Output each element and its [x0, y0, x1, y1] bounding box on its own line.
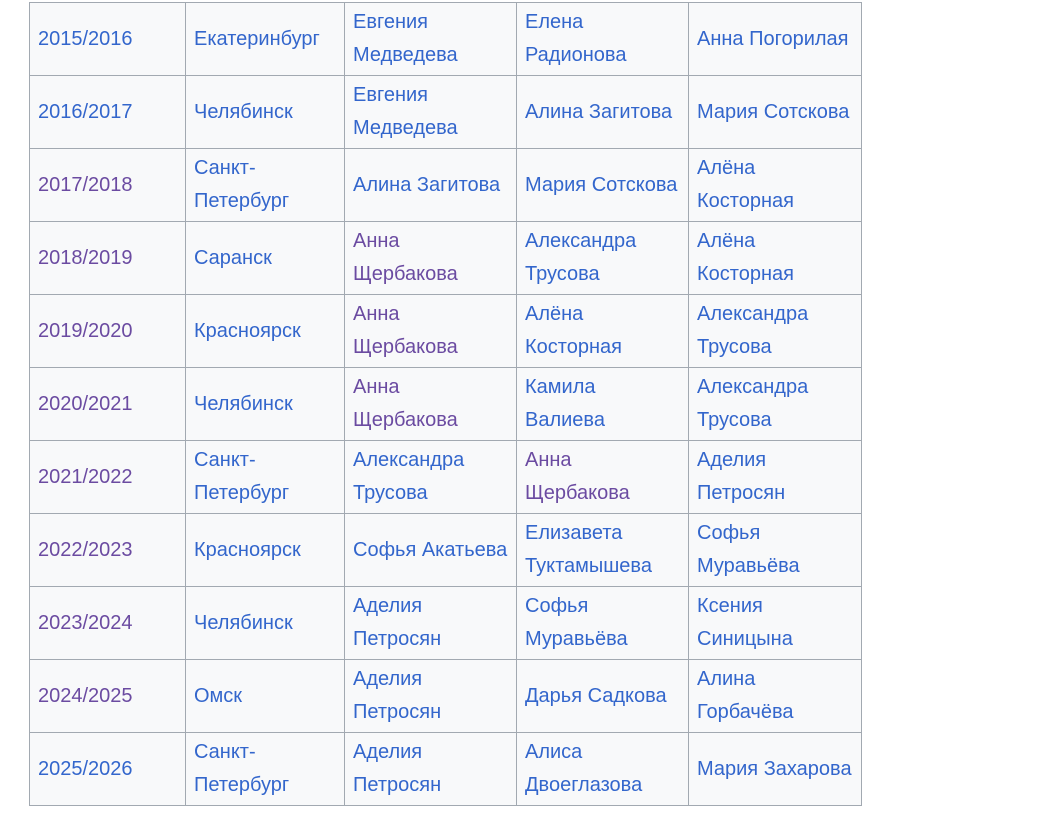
bronze-medalist-link[interactable]: Ксения Синицына [697, 595, 793, 650]
bronze-medalist-cell [689, 222, 862, 295]
gold-medalist-cell [345, 514, 517, 587]
bronze-medalist-link[interactable]: Александра Трусова [697, 376, 809, 431]
table-row [30, 222, 862, 295]
season-cell [30, 587, 186, 660]
gold-medalist-link[interactable]: Алина Загитова [353, 173, 501, 196]
bronze-medalist-link[interactable]: Мария Сотскова [697, 100, 850, 123]
bronze-medalist-link[interactable]: Алина Горбачёва [697, 668, 794, 723]
silver-medalist-cell [517, 76, 689, 149]
season-cell [30, 76, 186, 149]
city-link[interactable]: Екатеринбург [194, 27, 320, 50]
silver-medalist-cell [517, 733, 689, 806]
season-link[interactable]: 2021/2022 [38, 465, 133, 488]
table-row [30, 368, 862, 441]
bronze-medalist-link[interactable]: Мария Захарова [697, 757, 852, 780]
city-cell [186, 368, 345, 441]
gold-medalist-link[interactable]: Анна Щербакова [353, 230, 458, 285]
city-link[interactable]: Красноярск [194, 538, 301, 561]
season-cell [30, 368, 186, 441]
city-cell [186, 441, 345, 514]
bronze-medalist-link[interactable]: Алёна Косторная [697, 230, 794, 285]
bronze-medalist-link[interactable]: Александра Трусова [697, 303, 809, 358]
season-cell [30, 660, 186, 733]
bronze-medalist-cell [689, 76, 862, 149]
season-cell [30, 3, 186, 76]
silver-medalist-cell [517, 441, 689, 514]
silver-medalist-link[interactable]: Анна Щербакова [525, 449, 630, 504]
gold-medalist-link[interactable]: Анна Щербакова [353, 376, 458, 431]
gold-medalist-cell [345, 368, 517, 441]
gold-medalist-cell [345, 222, 517, 295]
championship-results-table [29, 2, 862, 806]
season-link[interactable]: 2024/2025 [38, 684, 133, 707]
results-table-body [30, 3, 862, 806]
season-link[interactable]: 2016/2017 [38, 100, 133, 123]
city-link[interactable]: Челябинск [194, 100, 293, 123]
silver-medalist-link[interactable]: Камила Валиева [525, 376, 605, 431]
bronze-medalist-cell [689, 295, 862, 368]
silver-medalist-cell [517, 295, 689, 368]
bronze-medalist-cell [689, 660, 862, 733]
city-cell [186, 587, 345, 660]
season-cell [30, 295, 186, 368]
table-row [30, 441, 862, 514]
bronze-medalist-link[interactable]: Анна Погорилая [697, 27, 849, 50]
gold-medalist-cell [345, 295, 517, 368]
silver-medalist-link[interactable]: Елена Радионова [525, 11, 627, 66]
city-link[interactable]: Красноярск [194, 319, 301, 342]
gold-medalist-link[interactable]: Софья Акатьева [353, 538, 508, 561]
table-row [30, 295, 862, 368]
gold-medalist-cell [345, 149, 517, 222]
gold-medalist-cell [345, 3, 517, 76]
table-row [30, 3, 862, 76]
bronze-medalist-cell [689, 149, 862, 222]
gold-medalist-cell [345, 660, 517, 733]
gold-medalist-link[interactable]: Евгения Медведева [353, 84, 458, 139]
season-link[interactable]: 2025/2026 [38, 757, 133, 780]
silver-medalist-cell [517, 514, 689, 587]
silver-medalist-cell [517, 368, 689, 441]
gold-medalist-cell [345, 76, 517, 149]
gold-medalist-cell [345, 733, 517, 806]
season-link[interactable]: 2023/2024 [38, 611, 133, 634]
silver-medalist-link[interactable]: Дарья Садкова [525, 684, 667, 707]
table-row [30, 76, 862, 149]
silver-medalist-cell [517, 149, 689, 222]
city-link[interactable]: Челябинск [194, 611, 293, 634]
silver-medalist-cell [517, 587, 689, 660]
table-row [30, 587, 862, 660]
city-cell [186, 3, 345, 76]
city-cell [186, 149, 345, 222]
silver-medalist-link[interactable]: Софья Муравьёва [525, 595, 628, 650]
season-cell [30, 441, 186, 514]
bronze-medalist-link[interactable]: Алёна Косторная [697, 157, 794, 212]
bronze-medalist-link[interactable]: Софья Муравьёва [697, 522, 800, 577]
city-cell [186, 76, 345, 149]
gold-medalist-cell [345, 441, 517, 514]
city-link[interactable]: Челябинск [194, 392, 293, 415]
city-link[interactable]: Санкт-Петербург [194, 157, 290, 212]
table-row [30, 733, 862, 806]
city-link[interactable]: Санкт-Петербург [194, 741, 290, 796]
bronze-medalist-link[interactable]: Аделия Петросян [697, 449, 786, 504]
table-row [30, 660, 862, 733]
season-cell [30, 733, 186, 806]
bronze-medalist-cell [689, 441, 862, 514]
city-cell [186, 295, 345, 368]
silver-medalist-cell [517, 660, 689, 733]
season-link[interactable]: 2019/2020 [38, 319, 133, 342]
gold-medalist-link[interactable]: Аделия Петросян [353, 595, 442, 650]
city-link[interactable]: Омск [194, 684, 243, 707]
season-link[interactable]: 2015/2016 [38, 27, 133, 50]
gold-medalist-link[interactable]: Аделия Петросян [353, 741, 442, 796]
season-link[interactable]: 2018/2019 [38, 246, 133, 269]
season-cell [30, 514, 186, 587]
silver-medalist-link[interactable]: Алёна Косторная [525, 303, 622, 358]
championship-results-container [29, 2, 862, 806]
city-cell [186, 733, 345, 806]
silver-medalist-link[interactable]: Алиса Двоеглазова [525, 741, 643, 796]
table-row [30, 514, 862, 587]
bronze-medalist-cell [689, 733, 862, 806]
silver-medalist-cell [517, 222, 689, 295]
season-cell [30, 149, 186, 222]
city-cell [186, 514, 345, 587]
season-cell [30, 222, 186, 295]
city-cell [186, 222, 345, 295]
bronze-medalist-cell [689, 514, 862, 587]
gold-medalist-link[interactable]: Евгения Медведева [353, 11, 458, 66]
silver-medalist-link[interactable]: Александра Трусова [525, 230, 637, 285]
bronze-medalist-cell [689, 3, 862, 76]
silver-medalist-link[interactable]: Мария Сотскова [525, 173, 678, 196]
city-link[interactable]: Саранск [194, 246, 272, 269]
silver-medalist-link[interactable]: Алина Загитова [525, 100, 673, 123]
season-link[interactable]: 2022/2023 [38, 538, 133, 561]
gold-medalist-link[interactable]: Александра Трусова [353, 449, 465, 504]
city-cell [186, 660, 345, 733]
gold-medalist-cell [345, 587, 517, 660]
season-link[interactable]: 2017/2018 [38, 173, 133, 196]
silver-medalist-cell [517, 3, 689, 76]
silver-medalist-link[interactable]: Елизавета Туктамышева [525, 522, 652, 577]
gold-medalist-link[interactable]: Аделия Петросян [353, 668, 442, 723]
bronze-medalist-cell [689, 368, 862, 441]
season-link[interactable]: 2020/2021 [38, 392, 133, 415]
city-link[interactable]: Санкт-Петербург [194, 449, 290, 504]
table-row [30, 149, 862, 222]
bronze-medalist-cell [689, 587, 862, 660]
gold-medalist-link[interactable]: Анна Щербакова [353, 303, 458, 358]
